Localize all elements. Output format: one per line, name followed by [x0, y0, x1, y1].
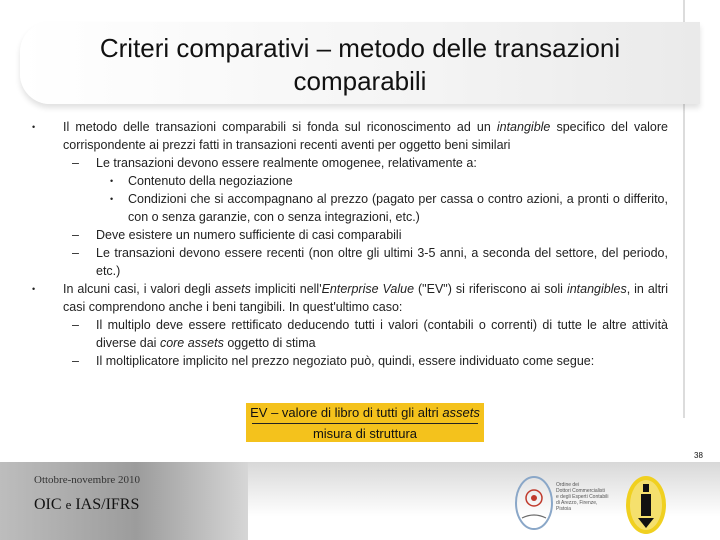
odcec-logo-text [556, 482, 610, 512]
bullet-level2 [28, 352, 668, 370]
bullet-level2 [28, 154, 668, 172]
bullet-text: Il moltiplicatore implicito nel prezzo negoziato può, quindi, essere individuato come segue: [96, 354, 595, 368]
formula-numerator-text: EV – valore di libro di tutti gli altri [250, 405, 443, 420]
brand-oic: OIC [34, 496, 62, 513]
bullet-level3 [28, 172, 668, 190]
italic-term: core assets [159, 336, 224, 350]
bullet-text: , in altri casi comprendono anche i beni tangibili. In quest'ultimo caso: [63, 282, 668, 314]
brand-e: e [65, 497, 72, 512]
italic-term: intangibles [566, 282, 627, 296]
italic-term: assets [214, 282, 251, 296]
bullet-level2 [28, 316, 668, 352]
dash-marker: – [72, 156, 79, 170]
italic-term: Enterprise Value [321, 282, 415, 296]
formula-box [246, 403, 484, 442]
brand-ias: IAS/IFRS [75, 496, 140, 513]
fraction-bar [252, 423, 478, 424]
bullet-text: oggetto di stima [223, 336, 316, 350]
bullet-marker: • [110, 176, 114, 186]
bullet-level1 [28, 280, 668, 316]
bullet-text: Deve esistere un numero sufficiente di casi comparabili [96, 228, 402, 242]
bullet-text: specifico del valore corrispondente ai prezzi fatti in transazioni recenti aventi per oggetto beni similari [63, 120, 669, 152]
bullet-text: impliciti nell' [250, 282, 322, 296]
slide-title-line1: Criteri comparativi – metodo delle transazioni [99, 33, 621, 63]
logo-text-line: e degli Esperti Contabili [556, 494, 609, 500]
bullet-level2 [28, 226, 668, 244]
yellow-emblem-icon [624, 474, 668, 536]
dash-marker: – [72, 246, 79, 260]
dash-marker: – [72, 354, 79, 368]
footer-date: Ottobre-novembre 2010 [34, 474, 140, 486]
formula-numerator-italic: assets [442, 405, 480, 420]
bullet-text: ("EV") si riferiscono ai soli [414, 282, 567, 296]
bullet-text: Le transazioni devono essere realmente omogenee, relativamente a: [96, 156, 477, 170]
slide-title [20, 32, 700, 98]
bullet-text: Le transazioni devono essere recenti (non oltre gli ultimi 3-5 anni, a seconda del settore, del periodo, etc.) [96, 246, 668, 278]
bullet-text: Contenuto della negoziazione [128, 174, 293, 188]
formula-numerator [246, 405, 484, 420]
dash-marker: – [72, 318, 79, 332]
italic-term: intangible [496, 120, 551, 134]
logo-text-line: Ordine dei [556, 482, 580, 488]
bullet-level3 [28, 190, 668, 226]
page-number: 38 [694, 451, 703, 460]
logo-text-line: Dottori Commercialisti [556, 488, 605, 494]
bullet-list [28, 118, 668, 370]
bullet-marker: • [32, 122, 36, 132]
bullet-level2 [28, 244, 668, 280]
formula-denominator: misura di struttura [312, 426, 418, 441]
bullet-text: In alcuni casi, i valori degli [63, 282, 215, 296]
bullet-marker: • [32, 284, 36, 294]
slide-title-line2: comparabili [293, 66, 427, 96]
bullet-text: Condizioni che si accompagnano al prezzo (pagato per cassa o contro azioni, a pronti o differito, con o senza garanzie, con o senza integrazioni, etc.) [128, 192, 668, 224]
logo-text-line: di Arezzo, Firenze, Pistoia [556, 500, 598, 512]
bullet-text: Il multiplo deve essere rettificato deducendo tutti i valori (contabili o correnti) di tutte le altre attività diverse dai [96, 318, 668, 350]
footer-brand [34, 496, 139, 514]
bullet-text: Il metodo delle transazioni comparabili si fonda sul riconoscimento ad un [63, 120, 497, 134]
dash-marker: – [72, 228, 79, 242]
bullet-marker: • [110, 194, 114, 204]
odcec-logo [514, 474, 610, 532]
odcec-emblem-icon [514, 474, 554, 532]
bullet-level1 [28, 118, 668, 154]
